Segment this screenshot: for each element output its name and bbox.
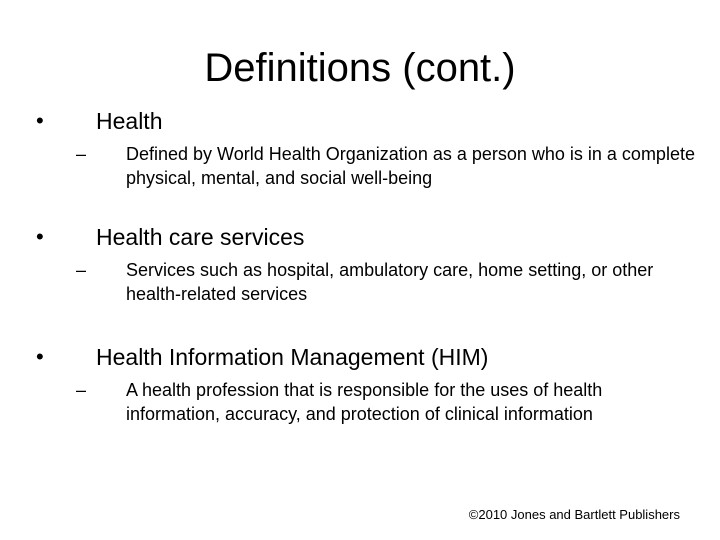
bullet-icon: •	[36, 224, 44, 249]
bullet-heading-health: Health	[96, 108, 163, 134]
bullet-heading-him: Health Information Management (HIM)	[96, 344, 489, 370]
dash-icon: –	[76, 380, 87, 400]
bullet-icon: •	[36, 108, 44, 133]
bullet-heading-health-care-services: Health care services	[96, 224, 305, 250]
dash-icon: –	[76, 144, 87, 164]
bullet-icon: •	[36, 344, 44, 369]
dash-icon: –	[76, 260, 87, 280]
bullet-detail-health-care-services: Services such as hospital, ambulatory care, home setting, or other health-related services	[126, 260, 654, 304]
copyright-footer: ©2010 Jones and Bartlett Publishers	[468, 507, 680, 522]
bullet-detail-health: Defined by World Health Organization as a person who is in a complete physical, mental, and social well-being	[126, 144, 695, 188]
slide-title: Definitions (cont.)	[204, 46, 516, 90]
bullet-detail-him: A health profession that is responsible for the uses of health information, accuracy, and protection of clinical information	[126, 380, 603, 424]
